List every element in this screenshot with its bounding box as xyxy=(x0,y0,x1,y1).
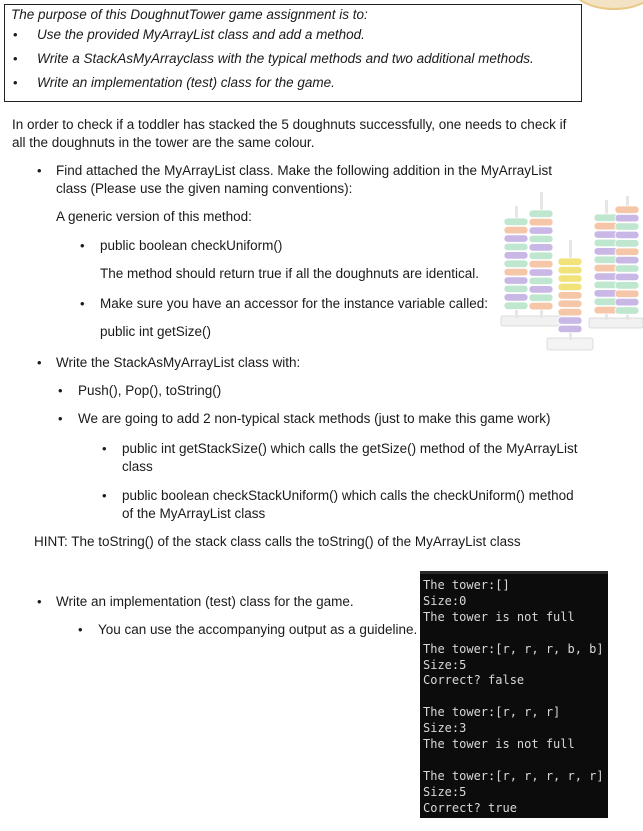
doughnut-ring xyxy=(594,290,618,298)
doughnut-ring xyxy=(558,300,582,308)
tower-base-right xyxy=(589,318,643,328)
console-line: Size:5 xyxy=(423,657,467,672)
nontypical-note: We are going to add 2 non-typical stack methods (just to make this game work) xyxy=(78,411,551,426)
bullet-icon: • xyxy=(37,594,42,609)
console-line: The tower:[r, r, r] xyxy=(423,705,561,720)
doughnut-ring xyxy=(529,277,553,285)
doughnut-ring xyxy=(529,269,553,277)
step1-line: class (Please use the given naming conventions): xyxy=(56,181,353,196)
doughnut-ring xyxy=(558,325,582,333)
doughnut-ring xyxy=(594,273,618,281)
doughnut-ring xyxy=(558,308,582,316)
intro-line: In order to check if a toddler has stacked the 5 doughnuts successfully, one needs to check if xyxy=(12,117,567,132)
doughnut-ring xyxy=(529,218,553,226)
method-signature: public int getStackSize() which calls the getSize() method of the MyArrayList xyxy=(122,441,578,456)
doughnut-ring xyxy=(615,298,639,306)
doughnut-ring xyxy=(615,223,639,231)
generic-heading: A generic version of this method: xyxy=(56,209,252,224)
method-signature: public boolean checkUniform() xyxy=(100,238,283,253)
doughnut-ring xyxy=(615,231,639,239)
step1-line: Find attached the MyArrayList class. Make the following addition in the MyArrayList xyxy=(56,163,552,178)
doughnut-ring xyxy=(504,277,528,285)
accessor-signature: public int getSize() xyxy=(100,324,212,339)
console-line: The tower is not full xyxy=(423,609,575,624)
method-signature: public boolean checkStackUniform() which calls the checkUniform() method xyxy=(122,488,574,503)
bullet-icon: • xyxy=(78,622,83,637)
corner-decoration xyxy=(572,0,643,10)
purpose-lead: The purpose of this DoughnutTower game assignment is to: xyxy=(11,7,368,22)
stack-operations: Push(), Pop(), toString() xyxy=(78,383,222,398)
console-line: Size:3 xyxy=(423,721,467,736)
doughnut-ring xyxy=(594,306,618,314)
doughnut-ring xyxy=(504,243,528,251)
bullet-icon: • xyxy=(13,75,18,90)
doughnut-ring xyxy=(594,248,618,256)
doughnut-ring xyxy=(529,260,553,268)
bullet-icon: • xyxy=(58,383,63,398)
bullet-icon: • xyxy=(13,27,18,42)
purpose-item: Use the provided MyArrayList class and add a method. xyxy=(37,27,365,42)
doughnut-ring xyxy=(558,292,582,300)
doughnut-ring xyxy=(558,258,582,266)
doughnut-ring xyxy=(529,286,553,294)
console-line: Size:0 xyxy=(423,593,467,608)
method-description: The method should return true if all the doughnuts are identical. xyxy=(100,266,479,281)
doughnut-ring xyxy=(504,302,528,310)
step2-title: Write the StackAsMyArrayList class with: xyxy=(56,355,301,370)
console-line: Correct? true xyxy=(423,800,517,815)
doughnut-ring xyxy=(504,260,528,268)
doughnut-ring xyxy=(529,227,553,235)
tower-base-left xyxy=(501,316,567,326)
step3-guide: You can use the accompanying output as a guideline. xyxy=(98,622,418,637)
doughnut-ring xyxy=(594,239,618,247)
doughnut-tower-photo xyxy=(495,188,643,356)
doughnut-ring xyxy=(615,273,639,281)
bullet-icon: • xyxy=(58,411,63,426)
bullet-icon: • xyxy=(102,441,107,456)
bullet-icon: • xyxy=(37,163,42,178)
console-line: The tower:[r, r, r, r, r] xyxy=(423,768,604,783)
doughnut-ring xyxy=(594,256,618,264)
doughnut-ring xyxy=(594,264,618,272)
doughnut-ring xyxy=(504,294,528,302)
doughnut-ring xyxy=(615,265,639,273)
doughnut-ring xyxy=(558,283,582,291)
doughnut-ring xyxy=(504,226,528,234)
doughnut-ring xyxy=(615,206,639,214)
bullet-icon: • xyxy=(13,51,18,66)
console-output xyxy=(420,571,608,818)
doughnut-ring xyxy=(615,307,639,315)
doughnut-ring xyxy=(504,235,528,243)
intro-line: all the doughnuts in the tower are the same colour. xyxy=(12,135,315,150)
purpose-item: Write a StackAsMyArrayclass with the typical methods and two additional methods. xyxy=(37,51,534,66)
doughnut-ring xyxy=(504,252,528,260)
console-line: Size:5 xyxy=(423,784,467,799)
doughnut-ring xyxy=(615,290,639,298)
doughnut-ring xyxy=(504,285,528,293)
doughnut-ring xyxy=(529,244,553,252)
doughnut-ring xyxy=(504,218,528,226)
doughnut-ring xyxy=(615,240,639,248)
doughnut-ring xyxy=(594,298,618,306)
step3-title: Write an implementation (test) class for the game. xyxy=(56,594,354,609)
doughnut-ring xyxy=(615,248,639,256)
bullet-icon: • xyxy=(80,238,85,253)
bullet-icon: • xyxy=(37,355,42,370)
method-signature-cont: class xyxy=(122,459,153,474)
console-line: The tower:[r, r, r, b, b] xyxy=(423,641,604,656)
console-line: Correct? false xyxy=(423,673,525,688)
doughnut-ring xyxy=(594,231,618,239)
doughnut-ring xyxy=(529,235,553,243)
doughnut-ring xyxy=(529,302,553,310)
doughnut-ring xyxy=(558,275,582,283)
doughnut-ring xyxy=(615,282,639,290)
doughnut-ring xyxy=(529,252,553,260)
doughnut-ring xyxy=(504,268,528,276)
doughnut-rings xyxy=(504,206,639,333)
bullet-icon: • xyxy=(102,488,107,503)
doughnut-ring xyxy=(529,294,553,302)
doughnut-ring xyxy=(529,210,553,218)
console-line: The tower is not full xyxy=(423,737,575,751)
doughnut-ring xyxy=(594,281,618,289)
doughnut-ring xyxy=(558,317,582,325)
doughnut-ring xyxy=(558,266,582,274)
assignment-purpose-box xyxy=(4,4,582,102)
method-signature-cont: of the MyArrayList class xyxy=(122,506,266,521)
console-line: The tower:[] xyxy=(423,578,510,592)
hint-text: HINT: The toString() of the stack class calls the toString() of the MyArrayList class xyxy=(34,534,521,549)
bullet-icon: • xyxy=(80,296,85,311)
doughnut-ring xyxy=(615,214,639,222)
purpose-item: Write an implementation (test) class for the game. xyxy=(37,75,335,90)
doughnut-ring xyxy=(615,256,639,264)
accessor-note: Make sure you have an accessor for the instance variable called: xyxy=(100,296,488,311)
doughnut-ring xyxy=(594,222,618,230)
doughnut-ring xyxy=(594,214,618,222)
